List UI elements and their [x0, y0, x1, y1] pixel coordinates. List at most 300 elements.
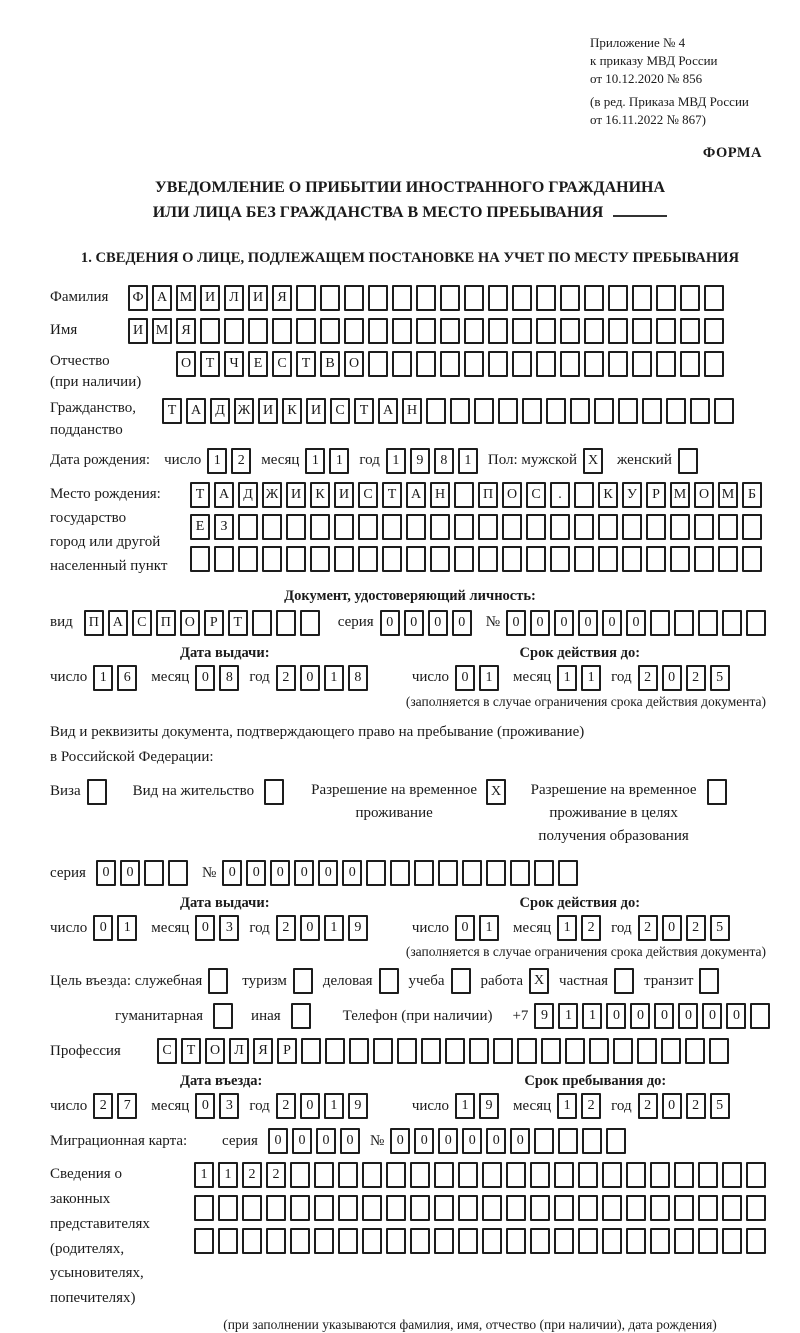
form-cell[interactable]: 2 — [266, 1162, 286, 1188]
form-cell[interactable] — [430, 546, 450, 572]
form-cell[interactable] — [414, 860, 434, 886]
form-cell[interactable]: М — [670, 482, 690, 508]
form-cell[interactable] — [338, 1162, 358, 1188]
form-cell[interactable] — [678, 448, 698, 474]
form-cell[interactable] — [194, 1228, 214, 1254]
form-cell[interactable]: О — [344, 351, 364, 377]
form-cell[interactable] — [224, 318, 244, 344]
form-cell[interactable]: 1 — [582, 1003, 602, 1029]
form-cell[interactable] — [558, 1128, 578, 1154]
form-cell[interactable]: 5 — [710, 1093, 730, 1119]
form-cell[interactable] — [632, 285, 652, 311]
form-cell[interactable] — [707, 779, 727, 805]
form-cell[interactable] — [613, 1038, 633, 1064]
form-cell[interactable] — [344, 318, 364, 344]
form-cell[interactable] — [286, 546, 306, 572]
form-cell[interactable]: 0 — [342, 860, 362, 886]
form-cell[interactable] — [373, 1038, 393, 1064]
form-cell[interactable] — [349, 1038, 369, 1064]
form-cell[interactable] — [530, 1195, 550, 1221]
form-cell[interactable] — [608, 285, 628, 311]
form-cell[interactable] — [536, 351, 556, 377]
form-cell[interactable]: 1 — [458, 448, 478, 474]
form-cell[interactable] — [296, 318, 316, 344]
form-cell[interactable] — [582, 1128, 602, 1154]
form-cell[interactable] — [746, 1162, 766, 1188]
form-cell[interactable]: 0 — [404, 610, 424, 636]
form-cell[interactable]: Т — [296, 351, 316, 377]
form-cell[interactable] — [670, 546, 690, 572]
form-cell[interactable] — [718, 514, 738, 540]
form-cell[interactable] — [606, 1128, 626, 1154]
form-cell[interactable]: С — [330, 398, 350, 424]
form-cell[interactable] — [584, 285, 604, 311]
form-cell[interactable] — [574, 514, 594, 540]
form-cell[interactable] — [194, 1195, 214, 1221]
form-cell[interactable]: С — [526, 482, 546, 508]
form-cell[interactable] — [536, 318, 556, 344]
form-cell[interactable]: Т — [162, 398, 182, 424]
form-cell[interactable] — [406, 514, 426, 540]
form-cell[interactable] — [589, 1038, 609, 1064]
form-cell[interactable]: С — [157, 1038, 177, 1064]
form-cell[interactable] — [704, 285, 724, 311]
form-cell[interactable] — [646, 546, 666, 572]
form-cell[interactable]: О — [694, 482, 714, 508]
form-cell[interactable] — [334, 514, 354, 540]
form-cell[interactable] — [742, 514, 762, 540]
form-cell[interactable] — [690, 398, 710, 424]
form-cell[interactable] — [534, 1128, 554, 1154]
form-cell[interactable]: 0 — [606, 1003, 626, 1029]
form-cell[interactable]: 1 — [386, 448, 406, 474]
form-cell[interactable]: 0 — [662, 1093, 682, 1119]
form-cell[interactable]: С — [272, 351, 292, 377]
form-cell[interactable] — [680, 285, 700, 311]
form-cell[interactable] — [325, 1038, 345, 1064]
form-cell[interactable]: 0 — [578, 610, 598, 636]
form-cell[interactable] — [722, 1228, 742, 1254]
form-cell[interactable] — [291, 1003, 311, 1029]
form-cell[interactable] — [541, 1038, 561, 1064]
form-cell[interactable]: 0 — [455, 665, 475, 691]
form-cell[interactable]: 0 — [662, 915, 682, 941]
form-cell[interactable] — [474, 398, 494, 424]
form-cell[interactable] — [266, 1195, 286, 1221]
form-cell[interactable] — [458, 1228, 478, 1254]
form-cell[interactable]: 1 — [581, 665, 601, 691]
form-cell[interactable] — [594, 398, 614, 424]
form-cell[interactable] — [512, 318, 532, 344]
form-cell[interactable]: 2 — [638, 915, 658, 941]
form-cell[interactable] — [262, 546, 282, 572]
form-cell[interactable] — [488, 318, 508, 344]
form-cell[interactable] — [445, 1038, 465, 1064]
form-cell[interactable] — [584, 351, 604, 377]
form-cell[interactable] — [517, 1038, 537, 1064]
form-cell[interactable] — [493, 1038, 513, 1064]
form-cell[interactable] — [386, 1195, 406, 1221]
form-cell[interactable]: Е — [190, 514, 210, 540]
form-cell[interactable] — [338, 1228, 358, 1254]
form-cell[interactable]: 0 — [195, 665, 215, 691]
form-cell[interactable] — [506, 1195, 526, 1221]
form-cell[interactable]: 2 — [276, 915, 296, 941]
form-cell[interactable]: 1 — [558, 1003, 578, 1029]
form-cell[interactable]: X — [486, 779, 506, 805]
form-cell[interactable] — [358, 546, 378, 572]
form-cell[interactable]: И — [306, 398, 326, 424]
form-cell[interactable]: 9 — [348, 1093, 368, 1119]
form-cell[interactable]: 1 — [305, 448, 325, 474]
form-cell[interactable]: М — [176, 285, 196, 311]
form-cell[interactable] — [554, 1228, 574, 1254]
form-cell[interactable] — [264, 779, 284, 805]
form-cell[interactable]: 0 — [626, 610, 646, 636]
form-cell[interactable]: 2 — [581, 1093, 601, 1119]
form-cell[interactable]: 2 — [686, 1093, 706, 1119]
form-cell[interactable] — [286, 514, 306, 540]
form-cell[interactable] — [746, 610, 766, 636]
form-cell[interactable]: 2 — [686, 665, 706, 691]
form-cell[interactable] — [454, 482, 474, 508]
form-cell[interactable] — [578, 1162, 598, 1188]
form-cell[interactable] — [334, 546, 354, 572]
form-cell[interactable]: П — [156, 610, 176, 636]
form-cell[interactable]: Т — [200, 351, 220, 377]
form-cell[interactable]: А — [152, 285, 172, 311]
form-cell[interactable] — [560, 318, 580, 344]
form-cell[interactable] — [694, 546, 714, 572]
form-cell[interactable] — [578, 1195, 598, 1221]
form-cell[interactable] — [450, 398, 470, 424]
form-cell[interactable] — [392, 318, 412, 344]
form-cell[interactable] — [218, 1228, 238, 1254]
form-cell[interactable] — [454, 546, 474, 572]
form-cell[interactable] — [421, 1038, 441, 1064]
form-cell[interactable]: 5 — [710, 665, 730, 691]
form-cell[interactable] — [392, 285, 412, 311]
form-cell[interactable] — [584, 318, 604, 344]
form-cell[interactable] — [558, 860, 578, 886]
form-cell[interactable] — [392, 351, 412, 377]
form-cell[interactable]: 6 — [117, 665, 137, 691]
form-cell[interactable] — [622, 514, 642, 540]
form-cell[interactable] — [434, 1195, 454, 1221]
form-cell[interactable] — [546, 398, 566, 424]
form-cell[interactable] — [300, 610, 320, 636]
form-cell[interactable]: 7 — [117, 1093, 137, 1119]
form-cell[interactable]: 1 — [455, 1093, 475, 1119]
form-cell[interactable]: 0 — [222, 860, 242, 886]
form-cell[interactable]: 1 — [557, 665, 577, 691]
form-cell[interactable]: Ж — [234, 398, 254, 424]
form-cell[interactable] — [530, 1228, 550, 1254]
form-cell[interactable] — [314, 1195, 334, 1221]
form-cell[interactable]: 0 — [300, 1093, 320, 1119]
form-cell[interactable] — [458, 1195, 478, 1221]
form-cell[interactable] — [574, 482, 594, 508]
form-cell[interactable] — [462, 860, 482, 886]
form-cell[interactable] — [526, 514, 546, 540]
form-cell[interactable] — [718, 546, 738, 572]
form-cell[interactable]: 1 — [479, 665, 499, 691]
form-cell[interactable]: 9 — [534, 1003, 554, 1029]
form-cell[interactable]: Р — [277, 1038, 297, 1064]
form-cell[interactable] — [200, 318, 220, 344]
form-cell[interactable]: 5 — [710, 915, 730, 941]
form-cell[interactable]: 8 — [219, 665, 239, 691]
form-cell[interactable]: С — [358, 482, 378, 508]
form-cell[interactable]: 0 — [630, 1003, 650, 1029]
form-cell[interactable] — [746, 1195, 766, 1221]
form-cell[interactable]: К — [598, 482, 618, 508]
form-cell[interactable] — [704, 318, 724, 344]
form-cell[interactable] — [674, 1162, 694, 1188]
form-cell[interactable] — [469, 1038, 489, 1064]
form-cell[interactable] — [451, 968, 471, 994]
form-cell[interactable]: 1 — [194, 1162, 214, 1188]
form-cell[interactable] — [698, 610, 718, 636]
form-cell[interactable] — [290, 1195, 310, 1221]
form-cell[interactable]: В — [320, 351, 340, 377]
form-cell[interactable] — [464, 285, 484, 311]
form-cell[interactable] — [320, 318, 340, 344]
form-cell[interactable]: 1 — [93, 665, 113, 691]
form-cell[interactable]: 2 — [242, 1162, 262, 1188]
form-cell[interactable]: И — [248, 285, 268, 311]
form-cell[interactable] — [482, 1195, 502, 1221]
form-cell[interactable] — [498, 398, 518, 424]
form-cell[interactable] — [602, 1228, 622, 1254]
form-cell[interactable] — [218, 1195, 238, 1221]
form-cell[interactable]: 0 — [93, 915, 113, 941]
form-cell[interactable] — [632, 351, 652, 377]
form-cell[interactable] — [440, 351, 460, 377]
form-cell[interactable] — [382, 546, 402, 572]
form-cell[interactable]: 1 — [324, 665, 344, 691]
form-cell[interactable] — [293, 968, 313, 994]
form-cell[interactable] — [252, 610, 272, 636]
form-cell[interactable] — [434, 1162, 454, 1188]
form-cell[interactable]: 0 — [268, 1128, 288, 1154]
form-cell[interactable]: А — [406, 482, 426, 508]
form-cell[interactable] — [406, 546, 426, 572]
form-cell[interactable] — [410, 1228, 430, 1254]
form-cell[interactable] — [386, 1228, 406, 1254]
form-cell[interactable] — [722, 1195, 742, 1221]
form-cell[interactable]: 8 — [348, 665, 368, 691]
form-cell[interactable] — [608, 318, 628, 344]
form-cell[interactable] — [238, 514, 258, 540]
form-cell[interactable]: А — [108, 610, 128, 636]
form-cell[interactable] — [362, 1228, 382, 1254]
form-cell[interactable] — [674, 610, 694, 636]
form-cell[interactable] — [698, 1162, 718, 1188]
form-cell[interactable] — [722, 1162, 742, 1188]
form-cell[interactable]: 0 — [294, 860, 314, 886]
form-cell[interactable] — [426, 398, 446, 424]
form-cell[interactable]: 2 — [686, 915, 706, 941]
form-cell[interactable] — [87, 779, 107, 805]
form-cell[interactable] — [320, 285, 340, 311]
form-cell[interactable]: 9 — [410, 448, 430, 474]
form-cell[interactable] — [570, 398, 590, 424]
form-cell[interactable] — [522, 398, 542, 424]
form-cell[interactable]: 0 — [486, 1128, 506, 1154]
form-cell[interactable] — [168, 860, 188, 886]
form-cell[interactable] — [656, 351, 676, 377]
form-cell[interactable] — [526, 546, 546, 572]
form-cell[interactable]: 2 — [638, 1093, 658, 1119]
form-cell[interactable]: Н — [430, 482, 450, 508]
form-cell[interactable] — [622, 546, 642, 572]
form-cell[interactable]: Л — [224, 285, 244, 311]
form-cell[interactable] — [698, 1195, 718, 1221]
form-cell[interactable] — [190, 546, 210, 572]
form-cell[interactable]: 0 — [452, 610, 472, 636]
form-cell[interactable]: 0 — [300, 915, 320, 941]
form-cell[interactable] — [486, 860, 506, 886]
form-cell[interactable] — [698, 1228, 718, 1254]
form-cell[interactable] — [560, 285, 580, 311]
form-cell[interactable] — [608, 351, 628, 377]
form-cell[interactable] — [598, 514, 618, 540]
form-cell[interactable]: Я — [176, 318, 196, 344]
form-cell[interactable] — [464, 318, 484, 344]
form-cell[interactable]: 1 — [324, 915, 344, 941]
form-cell[interactable]: Б — [742, 482, 762, 508]
form-cell[interactable] — [358, 514, 378, 540]
form-cell[interactable] — [382, 514, 402, 540]
form-cell[interactable] — [750, 1003, 770, 1029]
form-cell[interactable]: 0 — [340, 1128, 360, 1154]
form-cell[interactable] — [390, 860, 410, 886]
form-cell[interactable]: 0 — [678, 1003, 698, 1029]
form-cell[interactable] — [272, 318, 292, 344]
form-cell[interactable] — [208, 968, 228, 994]
form-cell[interactable] — [656, 285, 676, 311]
form-cell[interactable]: 0 — [602, 610, 622, 636]
form-cell[interactable]: О — [502, 482, 522, 508]
form-cell[interactable] — [650, 1195, 670, 1221]
form-cell[interactable]: 2 — [581, 915, 601, 941]
form-cell[interactable] — [430, 514, 450, 540]
form-cell[interactable] — [650, 1162, 670, 1188]
form-cell[interactable] — [574, 546, 594, 572]
form-cell[interactable]: Л — [229, 1038, 249, 1064]
form-cell[interactable] — [248, 318, 268, 344]
form-cell[interactable]: 1 — [479, 915, 499, 941]
form-cell[interactable] — [368, 285, 388, 311]
form-cell[interactable] — [512, 351, 532, 377]
form-cell[interactable] — [362, 1195, 382, 1221]
form-cell[interactable] — [440, 285, 460, 311]
form-cell[interactable] — [626, 1228, 646, 1254]
form-cell[interactable] — [416, 318, 436, 344]
form-cell[interactable] — [510, 860, 530, 886]
form-cell[interactable]: 0 — [195, 1093, 215, 1119]
form-cell[interactable] — [578, 1228, 598, 1254]
form-cell[interactable] — [344, 285, 364, 311]
form-cell[interactable] — [314, 1162, 334, 1188]
form-cell[interactable]: Р — [204, 610, 224, 636]
form-cell[interactable] — [366, 860, 386, 886]
form-cell[interactable]: 0 — [726, 1003, 746, 1029]
form-cell[interactable] — [296, 285, 316, 311]
form-cell[interactable]: 0 — [462, 1128, 482, 1154]
form-cell[interactable]: 0 — [120, 860, 140, 886]
form-cell[interactable]: 3 — [219, 1093, 239, 1119]
form-cell[interactable] — [386, 1162, 406, 1188]
form-cell[interactable] — [144, 860, 164, 886]
form-cell[interactable]: О — [176, 351, 196, 377]
form-cell[interactable]: Я — [272, 285, 292, 311]
form-cell[interactable] — [554, 1162, 574, 1188]
form-cell[interactable]: 0 — [506, 610, 526, 636]
form-cell[interactable] — [632, 318, 652, 344]
form-cell[interactable]: М — [152, 318, 172, 344]
form-cell[interactable]: А — [214, 482, 234, 508]
form-cell[interactable]: Т — [354, 398, 374, 424]
form-cell[interactable]: 0 — [292, 1128, 312, 1154]
form-cell[interactable] — [310, 546, 330, 572]
form-cell[interactable]: 0 — [428, 610, 448, 636]
form-cell[interactable]: О — [205, 1038, 225, 1064]
form-cell[interactable]: 0 — [554, 610, 574, 636]
form-cell[interactable]: 3 — [219, 915, 239, 941]
form-cell[interactable] — [214, 546, 234, 572]
form-cell[interactable] — [661, 1038, 681, 1064]
form-cell[interactable]: Я — [253, 1038, 273, 1064]
form-cell[interactable] — [602, 1195, 622, 1221]
form-cell[interactable]: Р — [646, 482, 666, 508]
form-cell[interactable]: Ж — [262, 482, 282, 508]
form-cell[interactable] — [694, 514, 714, 540]
form-cell[interactable]: К — [282, 398, 302, 424]
form-cell[interactable] — [238, 546, 258, 572]
form-cell[interactable] — [301, 1038, 321, 1064]
form-cell[interactable] — [674, 1228, 694, 1254]
form-cell[interactable] — [650, 610, 670, 636]
form-cell[interactable] — [530, 1162, 550, 1188]
form-cell[interactable]: З — [214, 514, 234, 540]
form-cell[interactable]: А — [186, 398, 206, 424]
form-cell[interactable] — [416, 285, 436, 311]
form-cell[interactable] — [550, 546, 570, 572]
form-cell[interactable] — [536, 285, 556, 311]
form-cell[interactable]: П — [478, 482, 498, 508]
form-cell[interactable]: 0 — [96, 860, 116, 886]
form-cell[interactable] — [434, 1228, 454, 1254]
form-cell[interactable]: 2 — [638, 665, 658, 691]
form-cell[interactable]: И — [258, 398, 278, 424]
form-cell[interactable] — [746, 1228, 766, 1254]
form-cell[interactable] — [656, 318, 676, 344]
form-cell[interactable]: . — [550, 482, 570, 508]
form-cell[interactable] — [565, 1038, 585, 1064]
form-cell[interactable]: М — [718, 482, 738, 508]
form-cell[interactable] — [290, 1162, 310, 1188]
form-cell[interactable] — [368, 318, 388, 344]
form-cell[interactable]: 2 — [276, 665, 296, 691]
form-cell[interactable]: П — [84, 610, 104, 636]
form-cell[interactable] — [362, 1162, 382, 1188]
form-cell[interactable] — [242, 1228, 262, 1254]
form-cell[interactable]: Д — [238, 482, 258, 508]
form-cell[interactable] — [290, 1228, 310, 1254]
form-cell[interactable]: 0 — [246, 860, 266, 886]
